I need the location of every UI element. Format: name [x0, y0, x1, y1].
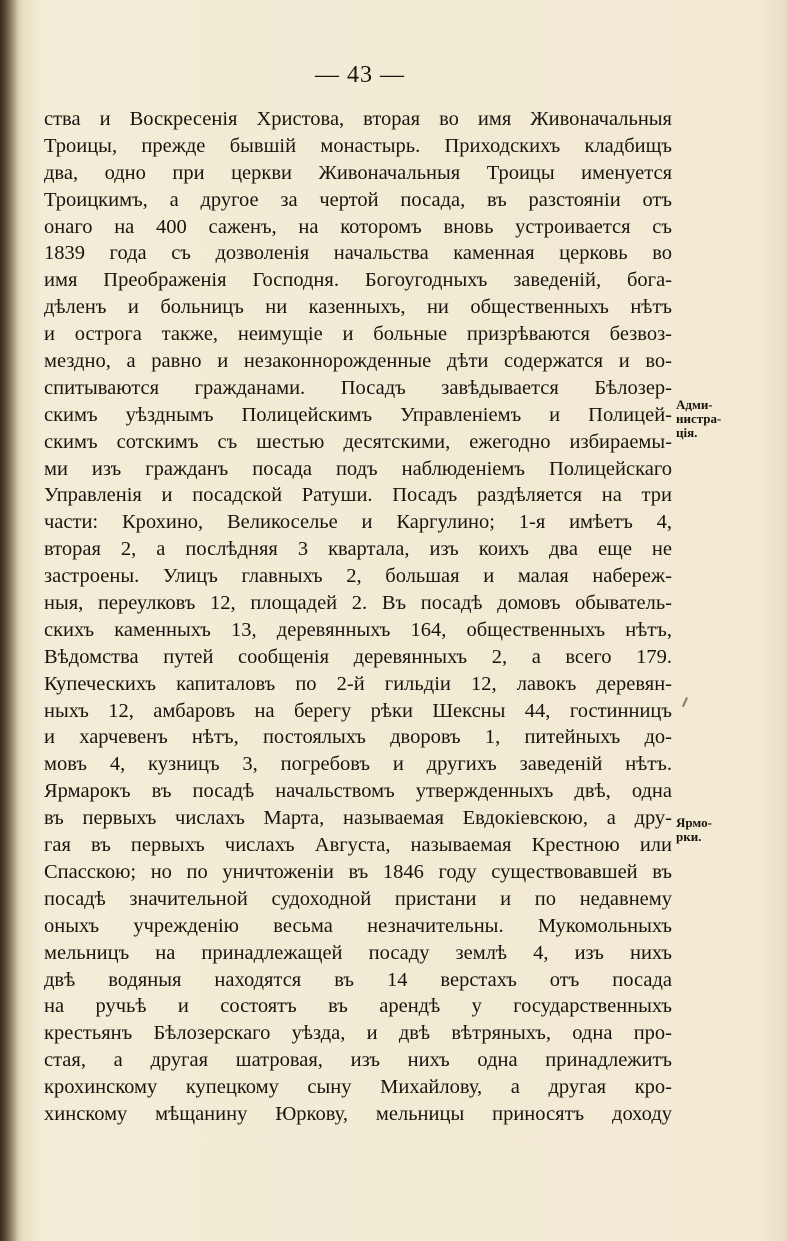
text-line: дѣленъ и больницъ ни казенныхъ, ни общественныхъ нѣтъ: [44, 296, 672, 319]
text-line: Троицы, прежде бывшій монастырь. Приходскихъ кладбищъ: [44, 134, 672, 157]
text-line: ныхъ 12, амбаровъ на берегу рѣки Шексны 44, гостинницъ: [44, 699, 672, 722]
text-line: двѣ водяныя находятся въ 14 верстахъ отъ посада: [44, 968, 672, 991]
text-line: вторая 2, а послѣдняя 3 квартала, изъ коихъ два еще не: [44, 538, 672, 561]
text-line: хинскому мѣщанину Юркову, мельницы приносятъ доходу: [44, 1102, 672, 1125]
text-line: Управленія и посадской Ратуши. Посадъ раздѣляется на три: [44, 484, 672, 507]
text-line: посадѣ значительной судоходной пристани и по недавнему: [44, 887, 672, 910]
text-line: скихъ каменныхъ 13, деревянныхъ 164, общественныхъ нѣтъ,: [44, 618, 672, 641]
margin-note-fairs: [676, 816, 736, 844]
margin-note-line: ція.: [676, 425, 698, 440]
text-line: гая въ первыхъ числахъ Августа, называемая Крестною или: [44, 834, 672, 857]
margin-note-administration: [676, 398, 736, 440]
margin-note-line: нистра-: [676, 411, 722, 426]
text-line: мездно, а равно и незаконнорожденные дѣти содержатся и во-: [44, 350, 672, 373]
text-line: онаго на 400 саженъ, на которомъ вновь устроивается съ: [44, 215, 672, 238]
page-spine-shadow: [0, 0, 18, 1241]
text-line: и острога также, неимущіе и больные призрѣваются безвоз-: [44, 323, 672, 346]
text-line: мельницъ на принадлежащей посаду землѣ 4, изъ нихъ: [44, 941, 672, 964]
margin-note-line: рки.: [676, 829, 702, 844]
ink-speck: [682, 697, 688, 707]
page-number: — 43 —: [315, 62, 405, 88]
text-line: 1839 года съ дозволенія начальства каменная церковь во: [44, 242, 672, 265]
text-line: Вѣдомства путей сообщенія деревянныхъ 2, а всего 179.: [44, 645, 672, 668]
text-line: части: Крохино, Великоселье и Каргулино; 1-я имѣетъ 4,: [44, 511, 672, 534]
text-line: ныя, переулковъ 12, площадей 2. Въ посадѣ домовъ обыватель-: [44, 592, 672, 615]
text-line: Спасскою; но по уничтоженіи въ 1846 году существовавшей въ: [44, 860, 672, 883]
text-line: на ручьѣ и состоятъ въ арендѣ у государственныхъ: [44, 995, 672, 1018]
margin-note-line: Ярмо-: [676, 815, 712, 830]
text-line: и харчевенъ нѣтъ, постоялыхъ дворовъ 1, питейныхъ до-: [44, 726, 672, 749]
text-line: два, одно при церкви Живоначальныя Троицы именуется: [44, 161, 672, 184]
text-line: ства и Воскресенія Христова, вторая во имя Живоначальныя: [44, 108, 672, 130]
text-line: имя Преображенія Господня. Богоугодныхъ заведеній, бога-: [44, 269, 672, 292]
body-text: [44, 106, 672, 1128]
text-line: застроены. Улицъ главныхъ 2, большая и малая набереж-: [44, 565, 672, 588]
text-line: ми изъ гражданъ посада подъ наблюденіемъ Полицейскаго: [44, 457, 672, 480]
text-line: крестьянъ Бѣлозерскаго уѣзда, и двѣ вѣтряныхъ, одна про-: [44, 1022, 672, 1045]
text-line: оныхъ учрежденію весьма незначительны. Мукомольныхъ: [44, 914, 672, 937]
text-line: Ярмарокъ въ посадѣ начальствомъ утвержденныхъ двѣ, одна: [44, 780, 672, 803]
text-line: стая, а другая шатровая, изъ нихъ одна принадлежитъ: [44, 1049, 672, 1072]
text-line: въ первыхъ числахъ Марта, называемая Евдокіевскою, а дру-: [44, 807, 672, 830]
text-line: Троицкимъ, а другое за чертой посада, въ разстояніи отъ: [44, 188, 672, 211]
margin-note-line: Адми-: [676, 397, 713, 412]
text-line: скимъ сотскимъ съ шестью десятскими, ежегодно избираемы-: [44, 430, 672, 453]
text-line: Купеческихъ капиталовъ по 2-й гильдіи 12, лавокъ деревян-: [44, 672, 672, 695]
text-line: спитываются гражданами. Посадъ завѣдывается Бѣлозер-: [44, 376, 672, 399]
text-line: крохинскому купецкому сыну Михайлову, а другая кро-: [44, 1076, 672, 1099]
text-line: скимъ уѣзднымъ Полицейскимъ Управленіемъ и Полицей-: [44, 403, 672, 426]
text-line: мовъ 4, кузницъ 3, погребовъ и другихъ заведеній нѣтъ.: [44, 753, 672, 776]
